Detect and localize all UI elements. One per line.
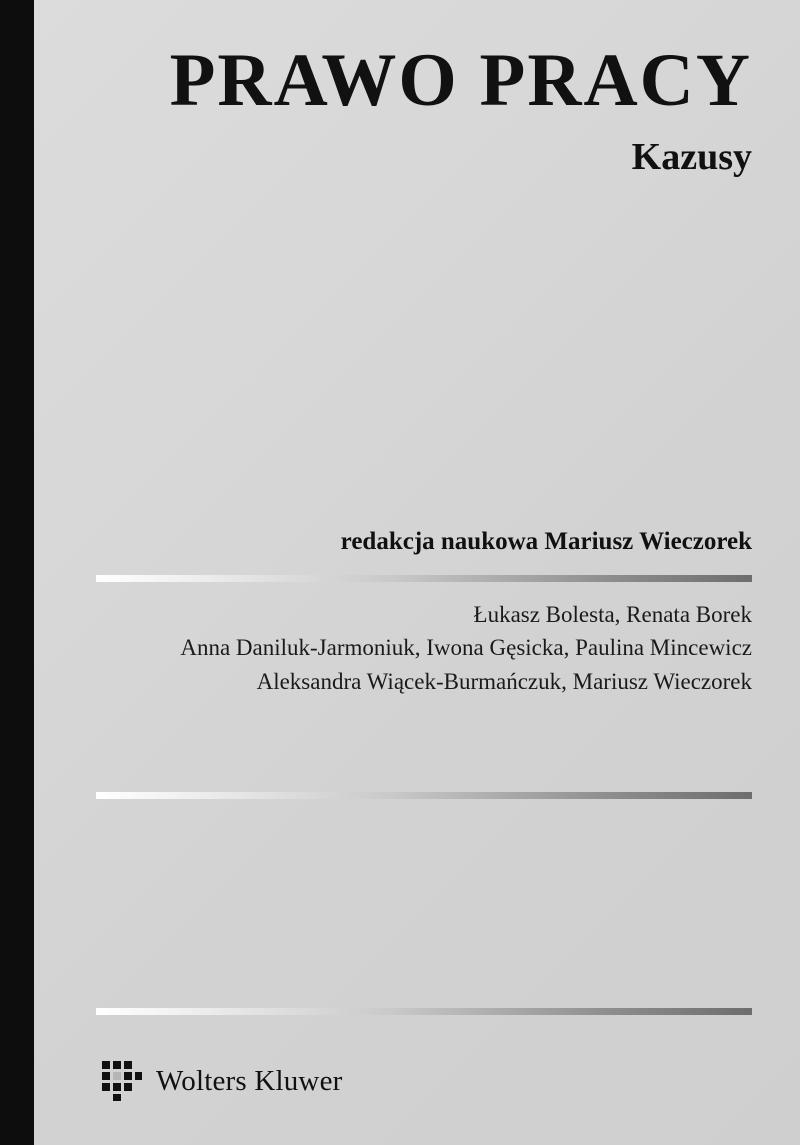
author-line: Aleksandra Wiącek-Burmańczuk, Mariusz Wieczorek <box>256 668 752 694</box>
divider-rule-middle <box>96 792 752 799</box>
cover-spine <box>0 0 34 1145</box>
publisher-name: Wolters Kluwer <box>156 1064 343 1097</box>
wolters-kluwer-logo-icon <box>100 1059 144 1103</box>
author-list <box>74 598 752 698</box>
book-subtitle: Kazusy <box>631 136 752 178</box>
author-line: Łukasz Bolesta, Renata Borek <box>473 602 752 627</box>
book-title: PRAWO PRACY <box>169 39 752 122</box>
cover-content <box>34 0 800 1145</box>
editor-line: redakcja naukowa Mariusz Wieczorek <box>340 528 752 555</box>
publisher-logo <box>100 1059 343 1103</box>
divider-rule-top <box>96 575 752 582</box>
author-line: Anna Daniluk-Jarmoniuk, Iwona Gęsicka, Paulina Mincewicz <box>180 635 752 661</box>
divider-rule-bottom <box>96 1008 752 1015</box>
